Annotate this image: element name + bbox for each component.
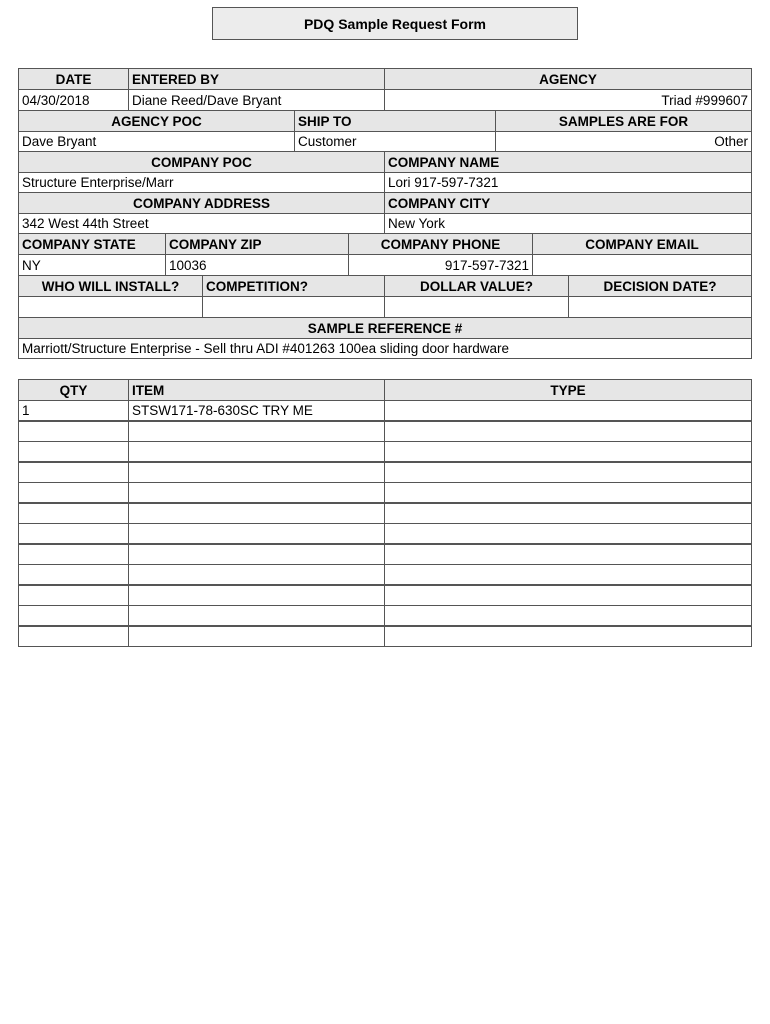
qty-cell[interactable] [18, 523, 129, 544]
type-cell[interactable] [384, 626, 752, 647]
type-cell[interactable] [384, 585, 752, 606]
company-zip-label: COMPANY ZIP [165, 233, 349, 255]
company-phone-label: COMPANY PHONE [348, 233, 533, 255]
item-cell[interactable] [128, 503, 385, 524]
company-email-label: COMPANY EMAIL [532, 233, 752, 255]
item-cell[interactable] [128, 564, 385, 585]
sample-reference-label: SAMPLE REFERENCE # [18, 317, 752, 339]
company-name-label: COMPANY NAME [384, 151, 752, 173]
type-cell[interactable] [384, 482, 752, 503]
item-cell[interactable] [128, 585, 385, 606]
who-will-install-field[interactable] [18, 296, 203, 318]
company-state-field[interactable]: NY [18, 254, 166, 276]
company-zip-field[interactable]: 10036 [165, 254, 349, 276]
item-cell[interactable] [128, 626, 385, 647]
qty-cell[interactable]: 1 [18, 400, 129, 421]
item-cell[interactable] [128, 523, 385, 544]
sample-reference-field[interactable]: Marriott/Structure Enterprise - Sell thru ADI #401263 100ea sliding door hardware [18, 338, 752, 359]
company-address-field[interactable]: 342 West 44th Street [18, 213, 385, 234]
qty-cell[interactable] [18, 585, 129, 606]
type-cell[interactable] [384, 605, 752, 626]
dollar-value-field[interactable] [384, 296, 569, 318]
agency-poc-field[interactable]: Dave Bryant [18, 131, 295, 152]
competition-label: COMPETITION? [202, 275, 385, 297]
agency-label: AGENCY [384, 68, 752, 90]
type-header: TYPE [384, 379, 752, 401]
form-title: PDQ Sample Request Form [212, 7, 578, 40]
company-poc-field[interactable]: Structure Enterprise/Marr [18, 172, 385, 193]
date-label: DATE [18, 68, 129, 90]
samples-are-for-label: SAMPLES ARE FOR [495, 110, 752, 132]
qty-cell[interactable] [18, 605, 129, 626]
qty-cell[interactable] [18, 564, 129, 585]
ship-to-label: SHIP TO [294, 110, 496, 132]
item-cell[interactable] [128, 421, 385, 442]
qty-cell[interactable] [18, 503, 129, 524]
qty-cell[interactable] [18, 626, 129, 647]
company-email-field[interactable] [532, 254, 752, 276]
qty-cell[interactable] [18, 544, 129, 565]
company-name-field[interactable]: Lori 917-597-7321 [384, 172, 752, 193]
decision-date-field[interactable] [568, 296, 752, 318]
item-cell[interactable] [128, 462, 385, 483]
company-city-label: COMPANY CITY [384, 192, 752, 214]
qty-cell[interactable] [18, 421, 129, 442]
type-cell[interactable] [384, 564, 752, 585]
item-cell[interactable] [128, 441, 385, 462]
agency-poc-label: AGENCY POC [18, 110, 295, 132]
company-poc-label: COMPANY POC [18, 151, 385, 173]
entered-by-label: ENTERED BY [128, 68, 385, 90]
competition-field[interactable] [202, 296, 385, 318]
item-cell[interactable] [128, 482, 385, 503]
item-cell[interactable] [128, 544, 385, 565]
type-cell[interactable] [384, 503, 752, 524]
agency-field[interactable]: Triad #999607 [384, 89, 752, 111]
qty-cell[interactable] [18, 482, 129, 503]
qty-cell[interactable] [18, 441, 129, 462]
dollar-value-label: DOLLAR VALUE? [384, 275, 569, 297]
qty-header: QTY [18, 379, 129, 401]
date-field[interactable]: 04/30/2018 [18, 89, 129, 111]
type-cell[interactable] [384, 421, 752, 442]
type-cell[interactable] [384, 441, 752, 462]
company-city-field[interactable]: New York [384, 213, 752, 234]
type-cell[interactable] [384, 523, 752, 544]
type-cell[interactable] [384, 400, 752, 421]
company-state-label: COMPANY STATE [18, 233, 166, 255]
who-will-install-label: WHO WILL INSTALL? [18, 275, 203, 297]
type-cell[interactable] [384, 462, 752, 483]
company-address-label: COMPANY ADDRESS [18, 192, 385, 214]
item-cell[interactable] [128, 605, 385, 626]
qty-cell[interactable] [18, 462, 129, 483]
ship-to-field[interactable]: Customer [294, 131, 496, 152]
entered-by-field[interactable]: Diane Reed/Dave Bryant [128, 89, 385, 111]
decision-date-label: DECISION DATE? [568, 275, 752, 297]
item-header: ITEM [128, 379, 385, 401]
item-cell[interactable]: STSW171-78-630SC TRY ME [128, 400, 385, 421]
type-cell[interactable] [384, 544, 752, 565]
company-phone-field[interactable]: 917-597-7321 [348, 254, 533, 276]
samples-are-for-field[interactable]: Other [495, 131, 752, 152]
